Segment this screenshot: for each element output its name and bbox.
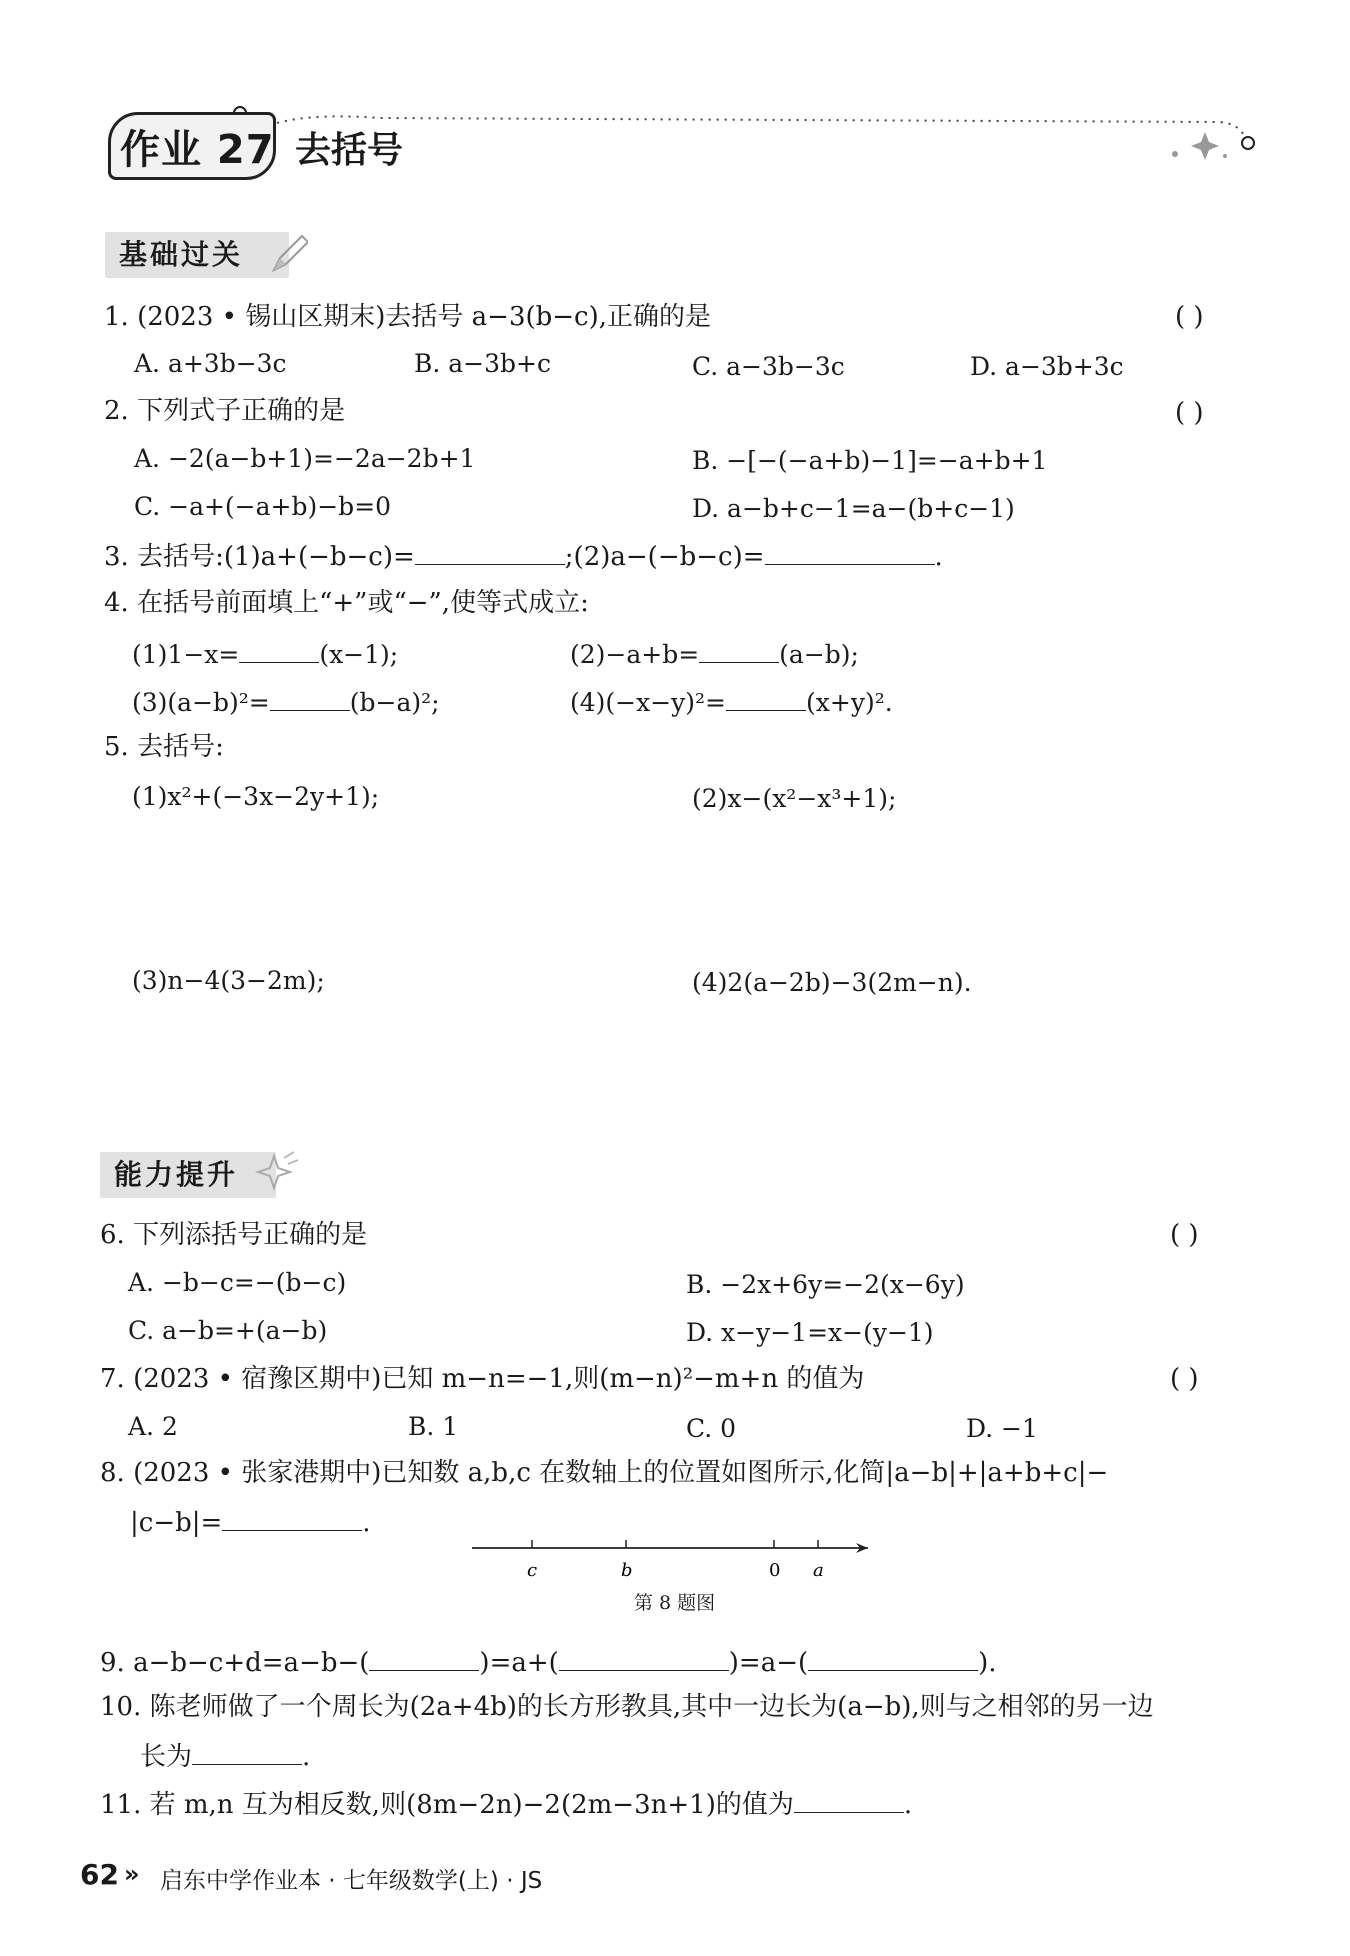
q11-blank[interactable] bbox=[794, 1786, 904, 1813]
q10-end: . bbox=[302, 1742, 311, 1772]
q1-stem: 1. (2023 • 锡山区期末)去括号 a−3(b−c),正确的是 bbox=[104, 302, 712, 332]
q11-text: 11. 若 m,n 互为相反数,则(8m−2n)−2(2m−3n+1)的值为 bbox=[100, 1790, 794, 1820]
q4-part3-right: (b−a)²; bbox=[349, 688, 440, 717]
q6-option-c: C. a−b=+(a−b) bbox=[128, 1316, 328, 1345]
q1-option-a: A. a+3b−3c bbox=[134, 349, 287, 378]
q7-stem: 7. (2023 • 宿豫区期中)已知 m−n=−1,则(m−n)²−m+n 的值为 bbox=[100, 1364, 865, 1394]
book-title: 启东中学作业本 · 七年级数学(上) · JS bbox=[160, 1868, 543, 1894]
q4-stem: 4. 在括号前面填上“+”或“−”,使等式成立: bbox=[104, 588, 589, 618]
q9-part-b: )=a+( bbox=[479, 1648, 559, 1678]
q5-part1: (1)x²+(−3x−2y+1); bbox=[132, 782, 380, 811]
q9-part-d: ). bbox=[978, 1648, 997, 1678]
q11-line bbox=[100, 1786, 912, 1822]
q4-part1-left: (1)1−x= bbox=[132, 640, 240, 669]
q4-part2-left: (2)−a+b= bbox=[570, 640, 700, 669]
q4-part2 bbox=[570, 636, 859, 672]
q4-blank-2[interactable] bbox=[699, 636, 779, 663]
q2-option-b: B. −[−(−a+b)−1]=−a+b+1 bbox=[692, 446, 1048, 475]
q9-blank-1[interactable] bbox=[369, 1644, 479, 1671]
q6-option-b: B. −2x+6y=−2(x−6y) bbox=[686, 1270, 965, 1299]
q1-option-b: B. a−3b+c bbox=[414, 349, 551, 378]
section-advanced-tag bbox=[100, 1152, 276, 1198]
q3-line bbox=[104, 538, 943, 574]
q7-option-c: C. 0 bbox=[686, 1414, 737, 1443]
label-a: a bbox=[813, 1560, 824, 1581]
q4-part3-left: (3)(a−b)²= bbox=[132, 688, 270, 717]
q9-blank-2[interactable] bbox=[559, 1644, 729, 1671]
q7-option-d: D. −1 bbox=[966, 1414, 1038, 1443]
q9-part-a: 9. a−b−c+d=a−b−( bbox=[100, 1648, 370, 1678]
q4-part4-right: (x+y)². bbox=[806, 688, 893, 717]
q8-end: . bbox=[362, 1508, 371, 1538]
q2-option-c: C. −a+(−a+b)−b=0 bbox=[134, 492, 392, 521]
q3-part2: ;(2)a−(−b−c)= bbox=[564, 542, 765, 572]
q8-number-line bbox=[470, 1536, 880, 1596]
q10-line2-text: 长为 bbox=[140, 1742, 193, 1772]
q4-blank-1[interactable] bbox=[239, 636, 319, 663]
q3-end: . bbox=[934, 542, 943, 572]
q8-blank[interactable] bbox=[222, 1504, 362, 1531]
q8-line2 bbox=[130, 1504, 371, 1540]
q1-option-d: D. a−3b+3c bbox=[970, 352, 1124, 381]
q9-line bbox=[100, 1644, 997, 1680]
q9-blank-3[interactable] bbox=[808, 1644, 978, 1671]
q3-part1: 3. 去括号:(1)a+(−b−c)= bbox=[104, 542, 415, 572]
section-advanced-label: 能力提升 bbox=[114, 1158, 239, 1191]
q4-part3 bbox=[132, 684, 440, 720]
q3-blank-1[interactable] bbox=[415, 538, 565, 565]
q5-stem: 5. 去括号: bbox=[104, 732, 224, 762]
q4-blank-3[interactable] bbox=[270, 684, 350, 711]
q5-part2: (2)x−(x²−x³+1); bbox=[692, 784, 897, 813]
assignment-number: 作业 27 bbox=[120, 127, 275, 173]
q2-option-a: A. −2(a−b+1)=−2a−2b+1 bbox=[134, 444, 476, 473]
q8-line2-text: |c−b|= bbox=[130, 1508, 223, 1538]
q6-stem: 6. 下列添括号正确的是 bbox=[100, 1220, 368, 1250]
q2-answer-paren[interactable]: ( ) bbox=[1175, 398, 1204, 428]
assignment-title: 去括号 bbox=[295, 130, 404, 171]
page-number: 62 bbox=[80, 1858, 119, 1891]
q9-part-c: )=a−( bbox=[728, 1648, 809, 1678]
q8-figure-caption: 第 8 题图 bbox=[634, 1592, 716, 1614]
q11-end: . bbox=[903, 1790, 913, 1820]
q6-option-d: D. x−y−1=x−(y−1) bbox=[686, 1318, 934, 1347]
label-c: c bbox=[527, 1560, 538, 1581]
q4-blank-4[interactable] bbox=[726, 684, 806, 711]
double-chevron-icon: » bbox=[124, 1860, 140, 1888]
sparkle-icon bbox=[254, 1150, 300, 1196]
q6-option-a: A. −b−c=−(b−c) bbox=[128, 1268, 347, 1297]
section-basic-label: 基础过关 bbox=[119, 238, 244, 271]
label-b: b bbox=[621, 1560, 633, 1581]
q3-blank-2[interactable] bbox=[765, 538, 935, 565]
q1-option-c: C. a−3b−3c bbox=[692, 352, 845, 381]
q10-line2 bbox=[140, 1738, 310, 1774]
q2-stem: 2. 下列式子正确的是 bbox=[104, 396, 346, 426]
q2-option-d: D. a−b+c−1=a−(b+c−1) bbox=[692, 494, 1015, 523]
q4-part4 bbox=[570, 684, 893, 720]
pencil-icon bbox=[268, 230, 308, 276]
q4-part2-right: (a−b); bbox=[779, 640, 859, 669]
q6-answer-paren[interactable]: ( ) bbox=[1170, 1220, 1199, 1250]
q4-part1-right: (x−1); bbox=[319, 640, 399, 669]
q7-answer-paren[interactable]: ( ) bbox=[1170, 1364, 1199, 1394]
q4-part4-left: (4)(−x−y)²= bbox=[570, 688, 727, 717]
q1-answer-paren[interactable]: ( ) bbox=[1175, 302, 1204, 332]
q7-option-a: A. 2 bbox=[128, 1412, 178, 1441]
q8-line1: 8. (2023 • 张家港期中)已知数 a,b,c 在数轴上的位置如图所示,化简|a−b|+|a+b+c|− bbox=[100, 1458, 1109, 1488]
q10-line1: 10. 陈老师做了一个周长为(2a+4b)的长方形教具,其中一边长为(a−b),则与之相邻的另一边 bbox=[100, 1692, 1154, 1722]
q7-option-b: B. 1 bbox=[408, 1412, 459, 1441]
q5-part3: (3)n−4(3−2m); bbox=[132, 966, 325, 995]
label-0: 0 bbox=[769, 1560, 781, 1581]
q10-blank[interactable] bbox=[192, 1738, 302, 1765]
section-basic-tag bbox=[105, 232, 289, 278]
q4-part1 bbox=[132, 636, 398, 672]
q5-part4: (4)2(a−2b)−3(2m−n). bbox=[692, 968, 972, 997]
